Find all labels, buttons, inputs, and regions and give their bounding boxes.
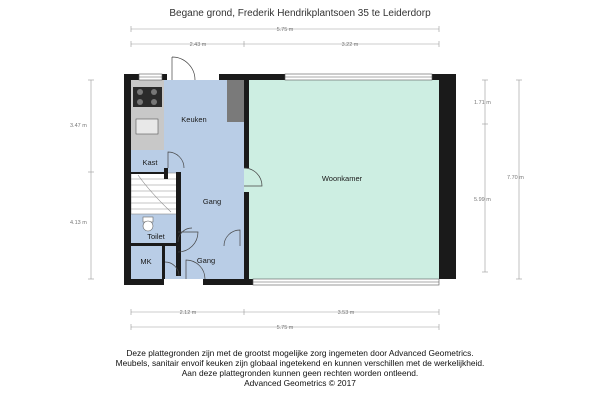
dim-top-total: 5.75 m [276,27,294,33]
dim-bottom-left: 2.12 m [179,310,197,316]
dim-right-total: 7.70 m [507,175,524,181]
label-kast: Kast [142,158,158,167]
dim-right-lower: 5.99 m [474,197,491,203]
room-gang-upper [178,173,244,245]
label-gang-lower: Gang [196,256,216,265]
disclaimer [0,348,600,388]
dim-top-left: 2.43 m [189,42,207,48]
disclaimer-line-3: Aan deze plattegronden kunnen geen rechten worden ontleend. [181,368,419,378]
disclaimer-line-4: Advanced Geometrics © 2017 [244,378,356,388]
staircase [131,173,178,214]
stove-burner-icon [137,99,143,105]
dim-left-upper: 3.47 m [70,123,87,129]
dim-bottom-right: 3.53 m [337,310,355,316]
label-toilet: Toilet [147,232,165,241]
dim-bottom-total: 5.75 m [276,325,294,331]
disclaimer-line-1: Deze plattegronden zijn met de grootst mogelijke zorg ingemeten door Advanced Geometrics. [126,348,474,358]
stove-burner-icon [137,89,143,95]
dimension-left [88,80,94,279]
dim-left-lower: 4.13 m [70,220,87,226]
stove-burner-icon [151,89,157,95]
label-woonkamer: Woonkamer [321,174,363,183]
plan-title: Begane grond, Frederik Hendrikplantsoen 35 te Leiderdorp [169,8,431,19]
label-keuken: Keuken [181,115,207,124]
dim-top-right: 3.22 m [341,42,359,48]
sink-icon [136,119,158,134]
stove-burner-icon [151,99,157,105]
kitchen-counter [131,80,164,150]
label-mk: MK [140,257,152,266]
kitchen-shaft [227,80,244,122]
disclaimer-line-2: Meubels, sanitair envoif keuken zijn globaal ingetekend en kunnen verschillen met de werkelijkheid. [115,358,485,368]
dim-right-upper: 1.71 m [474,100,491,106]
front-door-icon [172,57,195,80]
label-gang-upper: Gang [202,197,222,206]
toilet-icon [143,217,153,231]
